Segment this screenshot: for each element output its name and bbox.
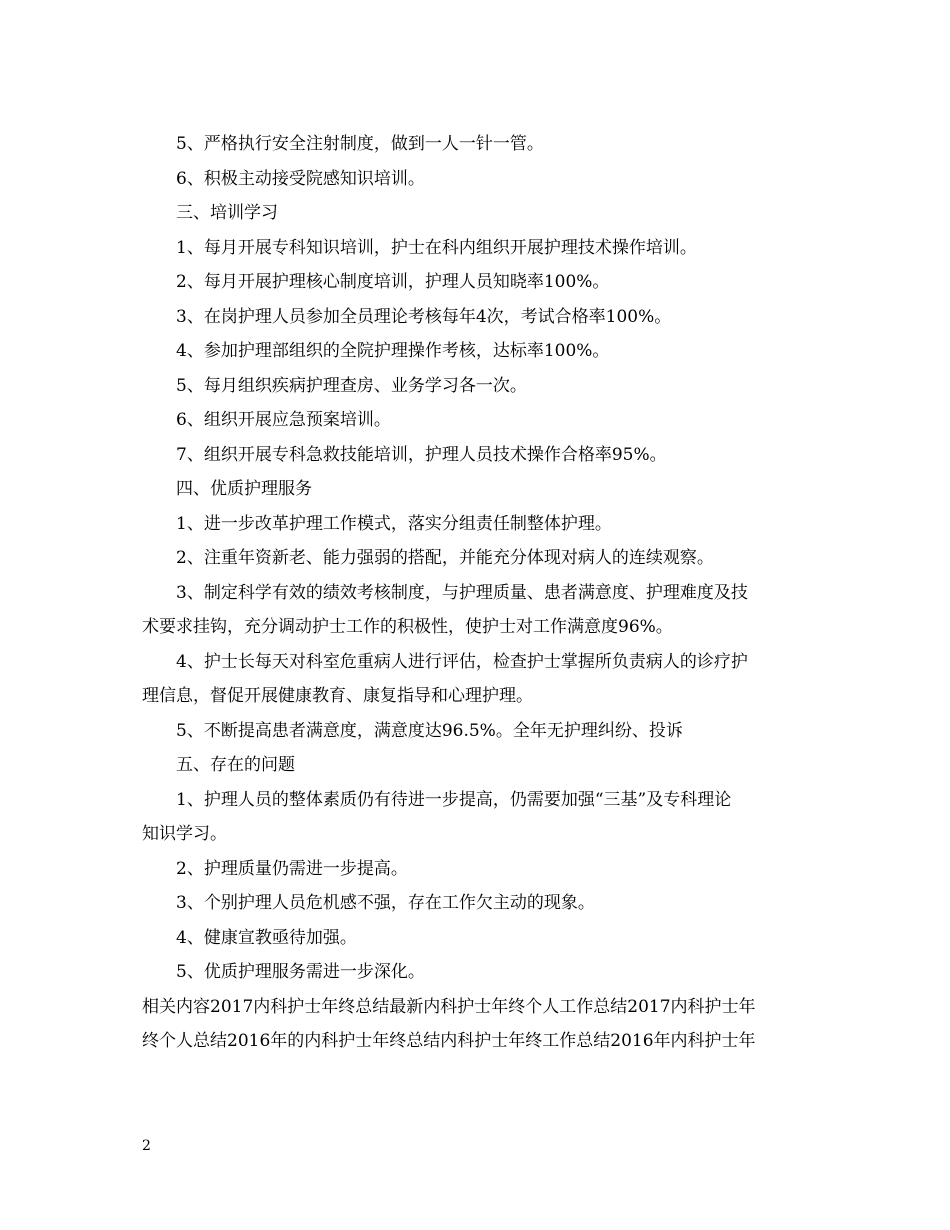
paragraph: 6、组织开展应急预案培训。	[176, 410, 391, 430]
section-heading: 四、优质护理服务	[176, 479, 312, 499]
paragraph-line: 3、制定科学有效的绩效考核制度，与护理质量、患者满意度、护理难度及技	[176, 582, 748, 603]
paragraph-line: 1、护理人员的整体素质仍有待进一步提高，仍需要加强“三基”及专科理论	[176, 789, 732, 810]
paragraph: 1、每月开展专科知识培训，护士在科内组织开展护理技术操作培训。	[176, 237, 697, 258]
paragraph: 5、不断提高患者满意度，满意度达96.5%。全年无护理纠纷、投诉	[176, 720, 683, 741]
paragraph: 4、健康宣教亟待加强。	[176, 927, 357, 948]
document-body	[142, 127, 810, 1059]
paragraph: 6、积极主动接受院感知识培训。	[176, 168, 425, 189]
section-heading: 三、培训学习	[176, 203, 278, 223]
paragraph-line: 术要求挂钩，充分调动护士工作的积极性，使护士对工作满意度96%。	[142, 617, 673, 637]
paragraph: 3、在岗护理人员参加全员理论考核每年4次，考试合格率100%。	[176, 306, 672, 327]
section-heading: 五、存在的问题	[176, 755, 295, 775]
paragraph-line: 知识学习。	[142, 824, 227, 844]
paragraph: 5、每月组织疾病护理查房、业务学习各一次。	[176, 375, 527, 396]
paragraph: 5、严格执行安全注射制度，做到一人一针一管。	[176, 134, 544, 154]
paragraph: 5、优质护理服务需进一步深化。	[176, 962, 425, 982]
paragraph: 2、每月开展护理核心制度培训，护理人员知晓率100%。	[176, 272, 610, 292]
paragraph: 2、护理质量仍需进一步提高。	[176, 858, 408, 879]
paragraph: 7、组织开展专科急救技能培训，护理人员技术操作合格率95%。	[176, 444, 667, 465]
paragraph: 3、个别护理人员危机感不强，存在工作欠主动的现象。	[176, 893, 595, 913]
paragraph: 4、参加护理部组织的全院护理操作考核，达标率100%。	[176, 341, 610, 361]
related-content-line: 终个人总结2016年的内科护士年终总结内科护士年终工作总结2016年内科护士年	[142, 1031, 756, 1051]
paragraph-line: 理信息，督促开展健康教育、康复指导和心理护理。	[142, 686, 533, 706]
paragraph: 1、进一步改革护理工作模式，落实分组责任制整体护理。	[176, 513, 612, 534]
paragraph-line: 4、护士长每天对科室危重病人进行评估，检查护士掌握所负责病人的诊疗护	[176, 651, 748, 672]
page-number: 2	[142, 1138, 151, 1154]
paragraph: 2、注重年资新老、能力强弱的搭配，并能充分体现对病人的连续观察。	[176, 548, 714, 568]
related-content-line: 相关内容2017内科护士年终总结最新内科护士年终个人工作总结2017内科护士年	[142, 996, 756, 1017]
